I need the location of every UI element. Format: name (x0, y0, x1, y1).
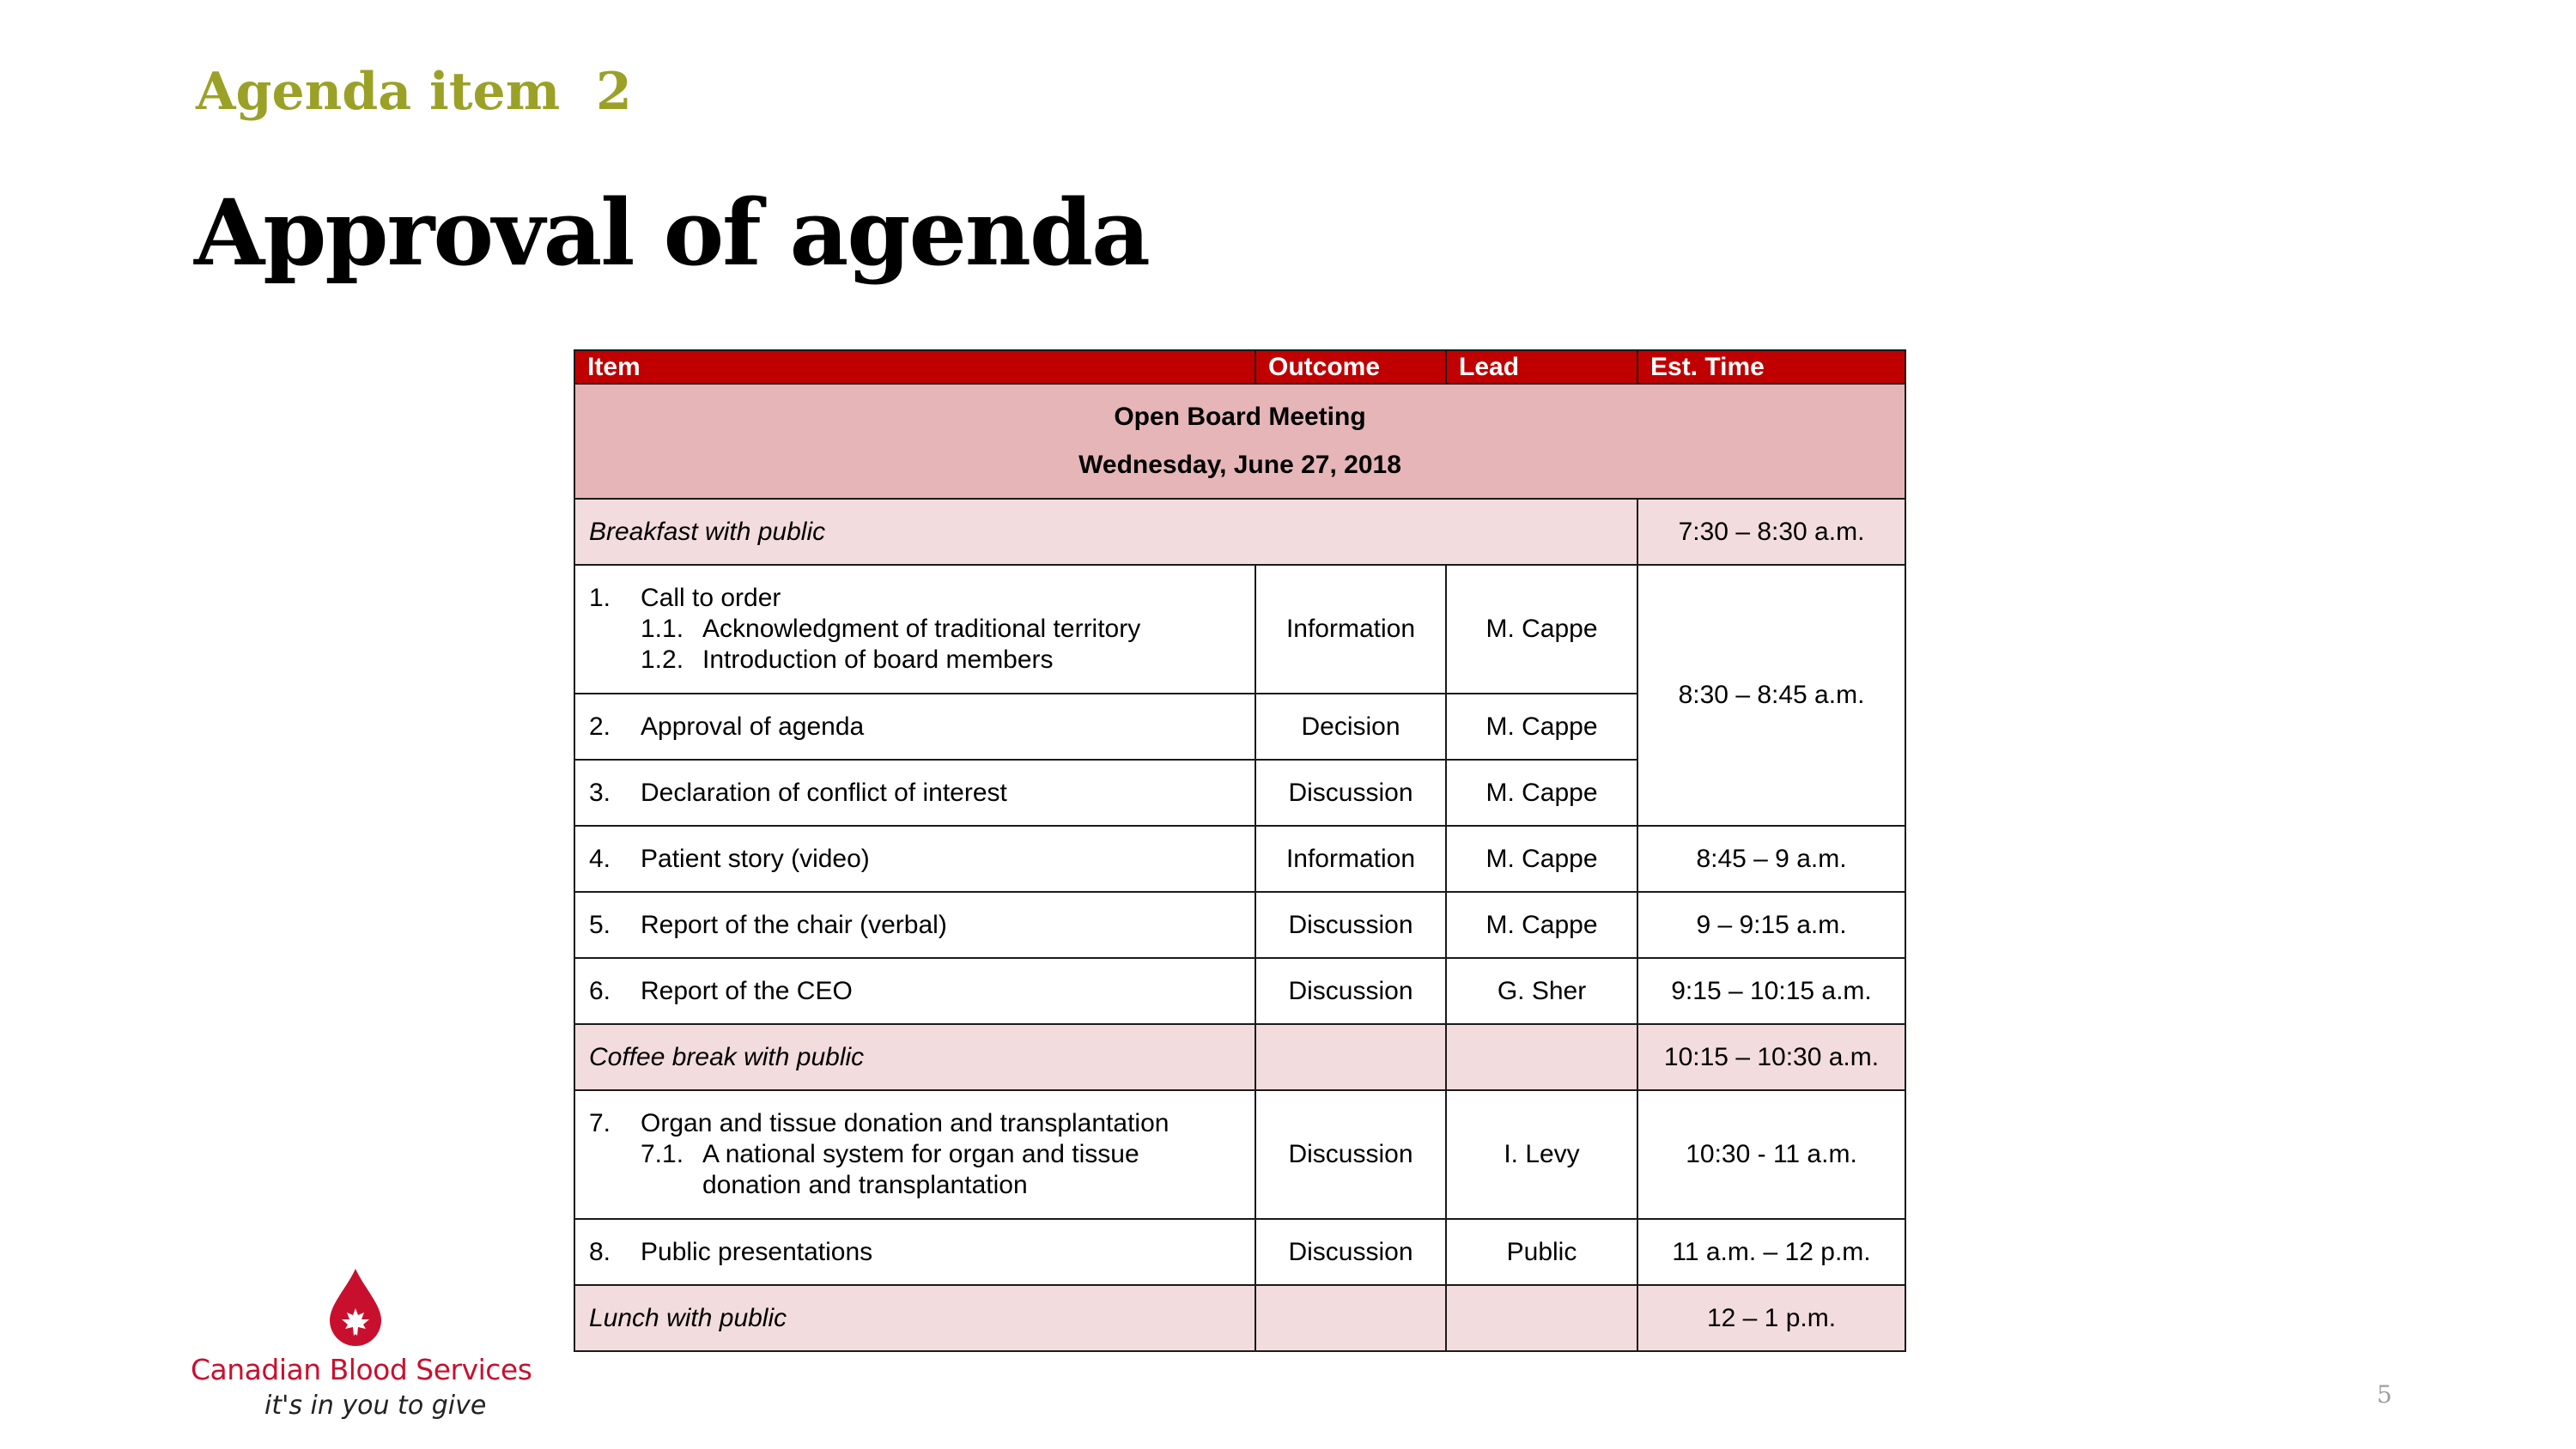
agenda-item-label: Agenda item 2 (196, 62, 632, 122)
coffee-break-time: 10:15 – 10:30 a.m. (1637, 1024, 1905, 1090)
breakfast-label: Breakfast with public (574, 499, 1637, 565)
blood-drop-maple-leaf-icon (325, 1267, 386, 1351)
meeting-heading-row (574, 384, 1905, 499)
item-cell (574, 760, 1255, 826)
coffee-break-label: Coffee break with public (574, 1024, 1255, 1090)
item-cell (574, 892, 1255, 958)
lead-cell: M. Cappe (1446, 694, 1637, 760)
item-cell (574, 826, 1255, 892)
time-cell: 10:30 - 11 a.m. (1637, 1090, 1905, 1219)
table-row (574, 958, 1905, 1024)
outcome-cell: Discussion (1255, 760, 1446, 826)
item-cell (574, 1090, 1255, 1219)
item-label: Patient story (video) (641, 844, 870, 873)
item-label: Report of the CEO (641, 976, 853, 1005)
item-number: 1. (589, 584, 611, 612)
table-row (574, 565, 1905, 694)
meeting-date: Wednesday, June 27, 2018 (1078, 451, 1401, 479)
item-number: 4. (589, 844, 611, 873)
lunch-time: 12 – 1 p.m. (1637, 1285, 1905, 1351)
outcome-cell: Discussion (1255, 892, 1446, 958)
item-number: 6. (589, 976, 611, 1005)
item-label: Public presentations (641, 1237, 873, 1266)
subitem-label: Introduction of board members (702, 646, 1054, 674)
subitem-number: 1.1. (641, 615, 684, 643)
lead-cell: M. Cappe (1446, 892, 1637, 958)
canadian-blood-services-logo (187, 1267, 531, 1430)
table-row (574, 826, 1905, 892)
outcome-cell: Decision (1255, 694, 1446, 760)
item-number: 5. (589, 910, 611, 939)
empty-cell (1446, 1285, 1637, 1351)
item-label: Approval of agenda (641, 712, 865, 741)
item-number: 7. (589, 1109, 611, 1137)
breakfast-row (574, 499, 1905, 565)
lunch-label: Lunch with public (574, 1285, 1255, 1351)
table-row (574, 1090, 1905, 1219)
item-cell (574, 565, 1255, 694)
item-cell (574, 1219, 1255, 1285)
table-row (574, 892, 1905, 958)
subitem-number: 1.2. (641, 646, 684, 674)
lunch-row (574, 1285, 1905, 1351)
lead-cell: I. Levy (1446, 1090, 1637, 1219)
header-time: Est. Time (1637, 350, 1905, 384)
agenda-table (574, 349, 1906, 1352)
lead-cell: M. Cappe (1446, 826, 1637, 892)
item-cell (574, 958, 1255, 1024)
subitem-label: Acknowledgment of traditional territory (702, 615, 1141, 643)
breakfast-time: 7:30 – 8:30 a.m. (1637, 499, 1905, 565)
header-outcome: Outcome (1255, 350, 1446, 384)
outcome-cell: Discussion (1255, 1219, 1446, 1285)
outcome-cell: Information (1255, 826, 1446, 892)
time-cell: 9 – 9:15 a.m. (1637, 892, 1905, 958)
meeting-title: Open Board Meeting (1114, 403, 1366, 431)
item-label: Call to order (641, 584, 781, 612)
logo-tagline: it's in you to give (264, 1391, 487, 1421)
empty-cell (1255, 1285, 1446, 1351)
item-number: 3. (589, 778, 611, 807)
time-cell: 9:15 – 10:15 a.m. (1637, 958, 1905, 1024)
header-lead: Lead (1446, 350, 1637, 384)
item-label: Report of the chair (verbal) (641, 910, 947, 939)
page-number: 5 (2377, 1380, 2392, 1409)
subitem-label: A national system for organ and tissue donation and transplantation (702, 1140, 1139, 1199)
item-cell (574, 694, 1255, 760)
table-header-row (574, 350, 1905, 384)
outcome-cell: Information (1255, 565, 1446, 694)
table-row (574, 1219, 1905, 1285)
logo-name: Canadian Blood Services (191, 1353, 532, 1386)
time-cell: 8:30 – 8:45 a.m. (1637, 565, 1905, 826)
coffee-break-row (574, 1024, 1905, 1090)
lead-cell: G. Sher (1446, 958, 1637, 1024)
lead-cell: M. Cappe (1446, 760, 1637, 826)
item-number: 8. (589, 1237, 611, 1266)
empty-cell (1255, 1024, 1446, 1090)
lead-cell: M. Cappe (1446, 565, 1637, 694)
item-label: Organ and tissue donation and transplantation (641, 1109, 1170, 1137)
slide-title: Approval of agenda (194, 179, 1149, 286)
outcome-cell: Discussion (1255, 1090, 1446, 1219)
subitem-number: 7.1. (641, 1140, 684, 1168)
time-cell: 8:45 – 9 a.m. (1637, 826, 1905, 892)
item-number: 2. (589, 712, 611, 741)
time-cell: 11 a.m. – 12 p.m. (1637, 1219, 1905, 1285)
item-label: Declaration of conflict of interest (641, 778, 1007, 807)
header-item: Item (574, 350, 1255, 384)
outcome-cell: Discussion (1255, 958, 1446, 1024)
lead-cell: Public (1446, 1219, 1637, 1285)
empty-cell (1446, 1024, 1637, 1090)
